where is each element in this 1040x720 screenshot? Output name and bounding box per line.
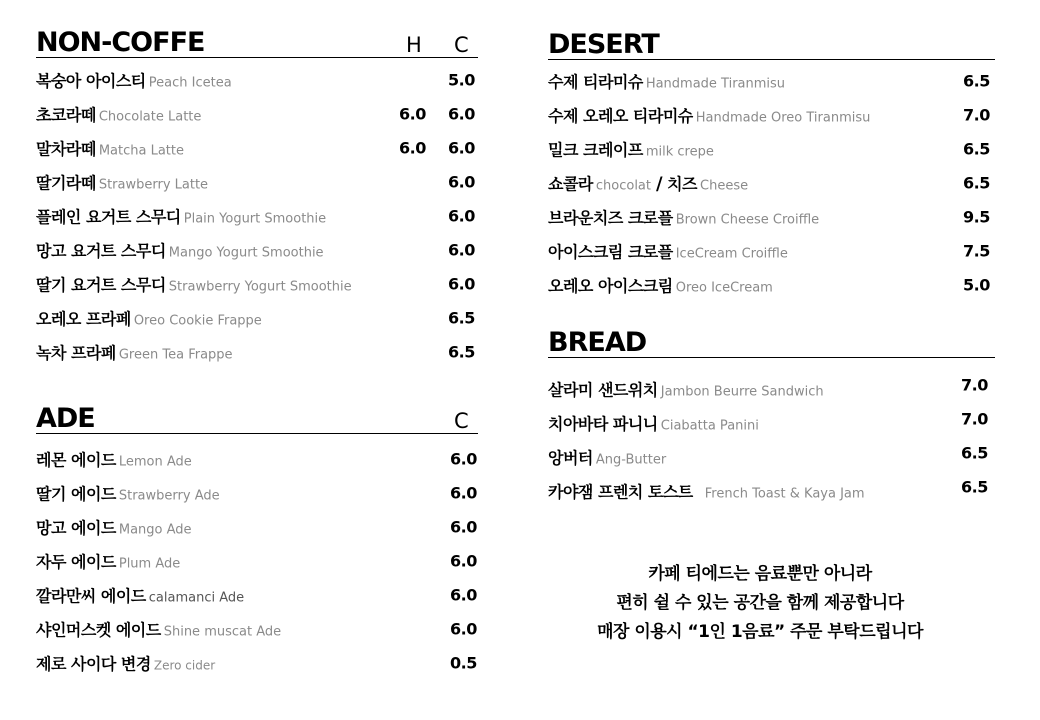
desert-title: DESERT [548, 29, 659, 60]
item-name-en: Matcha Latte [98, 143, 184, 159]
item-name-en: Zero cider [153, 658, 216, 673]
item-name-en: calamanci Ade [148, 590, 245, 606]
item-name-en: Oreo IceCream [675, 280, 773, 296]
price: 5.0 [963, 275, 990, 295]
item-name-en: Plain Yogurt Smoothie [183, 211, 327, 227]
cold-price: 6.0 [448, 240, 475, 260]
menu-item-shine-muscat-ade [36, 612, 478, 646]
menu-item-strawberry-yogurt-smoothie [36, 267, 478, 301]
item-name-ko: 오레오 아이스크림 [548, 276, 673, 296]
item-name-ko: 쇼콜라 [548, 174, 593, 194]
menu-item-salami-sandwich [548, 372, 995, 406]
item-name-en: Handmade Tiranmisu [645, 76, 786, 92]
menu-item-milk-crepe [548, 132, 995, 166]
menu-item-peach-icetea [36, 63, 478, 97]
cold-price: 6.0 [450, 551, 477, 571]
cold-price: 6.0 [448, 206, 475, 226]
bread-header [548, 325, 995, 358]
menu-item-strawberry-latte [36, 165, 478, 199]
item-name-en: French Toast & Kaya Jam [704, 486, 865, 502]
ade-section [36, 401, 478, 680]
item-name-en: Mango Yogurt Smoothie [168, 245, 324, 261]
desert-header [548, 27, 995, 60]
item-name-ko: 자두 에이드 [36, 552, 116, 572]
menu-item-oreo-tiramisu [548, 98, 995, 132]
menu-item-plain-yogurt-smoothie [36, 199, 478, 233]
item-separator: / [656, 173, 663, 195]
menu-item-oreo-icecream [548, 268, 995, 302]
menu-item-chocolat-cheese [548, 166, 995, 200]
cold-price: 6.0 [450, 619, 477, 639]
notice-line-1: 카페 티에드는 음료뿐만 아니라 [648, 564, 872, 584]
ade-title: ADE [36, 403, 95, 434]
item-name-ko: 샤인머스켓 에이드 [36, 620, 161, 640]
item-name-ko: 수제 오레오 티라미슈 [548, 106, 693, 126]
item-name-ko: 카야잼 프렌치 토스트 [548, 482, 693, 502]
cold-price: 6.0 [450, 449, 477, 469]
cold-price: 6.0 [448, 274, 475, 294]
noncoffee-section [36, 25, 478, 369]
price: 6.5 [961, 443, 988, 463]
ade-header [36, 401, 478, 434]
noncoffee-title: NON-COFFE [36, 27, 205, 58]
item-name-ko: 초코라떼 [36, 105, 96, 125]
notice-line-3: 매장 이용시 “1인 1음료” 주문 부탁드립니다 [597, 622, 923, 642]
item-name-en: Strawberry Ade [118, 488, 220, 504]
item-name-en: Green Tea Frappe [118, 347, 233, 363]
item-name-en: milk crepe [645, 144, 714, 160]
item-name-en: Ciabatta Panini [660, 418, 759, 434]
menu-item-oreo-frappe [36, 301, 478, 335]
item-name-ko: 수제 티라미슈 [548, 72, 643, 92]
item-name-ko: 복숭아 아이스티 [36, 71, 146, 91]
cold-price: 0.5 [450, 653, 477, 673]
cold-price: 6.0 [448, 104, 475, 124]
notice-line-2: 편히 쉴 수 있는 공간을 함께 제공합니다 [616, 593, 904, 613]
price: 9.5 [963, 207, 990, 227]
menu-item-french-toast [548, 474, 995, 508]
item-name-en: Mango Ade [118, 522, 192, 538]
item-name-en: Lemon Ade [118, 454, 192, 470]
item-name-ko: 딸기라떼 [36, 173, 96, 193]
cold-column-label: C [454, 409, 469, 433]
price: 7.5 [963, 241, 990, 261]
item-name-ko: 치아바타 파니니 [548, 414, 658, 434]
menu-item-brown-cheese-croffle [548, 200, 995, 234]
item-name-ko: 오레오 프라페 [36, 309, 131, 329]
price: 6.5 [963, 139, 990, 159]
menu-item-mango-yogurt-smoothie [36, 233, 478, 267]
item-name-ko: 살라미 샌드위치 [548, 380, 658, 400]
item-name-ko: 아이스크림 크로플 [548, 242, 673, 262]
item-name-ko: 밀크 크레이프 [548, 140, 643, 160]
menu-item-green-tea-frappe [36, 335, 478, 369]
item-name-ko: 망고 에이드 [36, 518, 116, 538]
cold-price: 6.0 [450, 585, 477, 605]
item-name-en: Plum Ade [118, 556, 181, 572]
menu-item-chocolate-latte [36, 97, 478, 131]
cold-price: 6.5 [448, 342, 475, 362]
menu-item-strawberry-ade [36, 476, 478, 510]
menu-item-plum-ade [36, 544, 478, 578]
item-name-en: Jambon Beurre Sandwich [660, 384, 824, 400]
menu-item-zero-cider [36, 646, 478, 680]
menu-item-lemon-ade [36, 442, 478, 476]
hot-column-label: H [406, 33, 422, 57]
store-notice [545, 560, 975, 647]
item-name-en: Chocolate Latte [98, 109, 202, 125]
item-name-ko: 앙버터 [548, 448, 593, 468]
menu-item-ciabatta-panini [548, 406, 995, 440]
item-name-ko: 딸기 요거트 스무디 [36, 275, 166, 295]
item-name-ko: 브라운치즈 크로플 [548, 208, 673, 228]
bread-title: BREAD [548, 327, 647, 358]
item-name-en: Oreo Cookie Frappe [133, 313, 262, 329]
item-name-ko: 딸기 에이드 [36, 484, 116, 504]
item-name-en: Peach Icetea [148, 75, 232, 91]
item-name-en: Handmade Oreo Tiranmisu [695, 110, 871, 126]
cold-price: 5.0 [448, 70, 475, 90]
menu-item-matcha-latte [36, 131, 478, 165]
cold-price: 6.0 [450, 517, 477, 537]
cold-price: 6.0 [448, 172, 475, 192]
item-name-ko: 제로 사이다 변경 [36, 654, 151, 674]
item-name-en-2: Cheese [700, 178, 749, 194]
item-name-ko: 깔라만씨 에이드 [36, 586, 146, 606]
menu-item-tiramisu [548, 64, 995, 98]
item-name-en: Strawberry Latte [98, 177, 209, 193]
cold-price: 6.0 [448, 138, 475, 158]
cold-price: 6.0 [450, 483, 477, 503]
price: 7.0 [963, 105, 990, 125]
item-name-en: IceCream Croiffle [675, 246, 788, 262]
cold-price: 6.5 [448, 308, 475, 328]
menu-item-mango-ade [36, 510, 478, 544]
desert-section [548, 27, 995, 302]
price: 6.5 [963, 173, 990, 193]
item-name-ko: 망고 요거트 스무디 [36, 241, 166, 261]
menu-item-calamanci-ade [36, 578, 478, 612]
noncoffee-header [36, 25, 478, 58]
item-name-en: chocolat [595, 178, 651, 194]
price: 6.5 [961, 477, 988, 497]
hot-price: 6.0 [399, 138, 426, 158]
menu-item-icecream-croffle [548, 234, 995, 268]
item-name-en: Shine muscat Ade [163, 624, 282, 640]
price: 7.0 [961, 375, 988, 395]
item-name-ko: 레몬 에이드 [36, 450, 116, 470]
item-name-ko: 플레인 요거트 스무디 [36, 207, 181, 227]
item-name-en: Strawberry Yogurt Smoothie [168, 279, 352, 295]
item-name-ko: 말차라떼 [36, 139, 96, 159]
hot-price: 6.0 [399, 104, 426, 124]
item-name-en: Brown Cheese Croiffle [675, 212, 820, 228]
item-name-ko: 녹차 프라페 [36, 343, 116, 363]
bread-section [548, 325, 995, 508]
price: 7.0 [961, 409, 988, 429]
item-name-en: Ang-Butter [595, 452, 667, 468]
menu-item-ang-butter [548, 440, 995, 474]
cold-column-label: C [454, 33, 469, 57]
item-name-ko-2: 치즈 [667, 174, 697, 194]
price: 6.5 [963, 71, 990, 91]
